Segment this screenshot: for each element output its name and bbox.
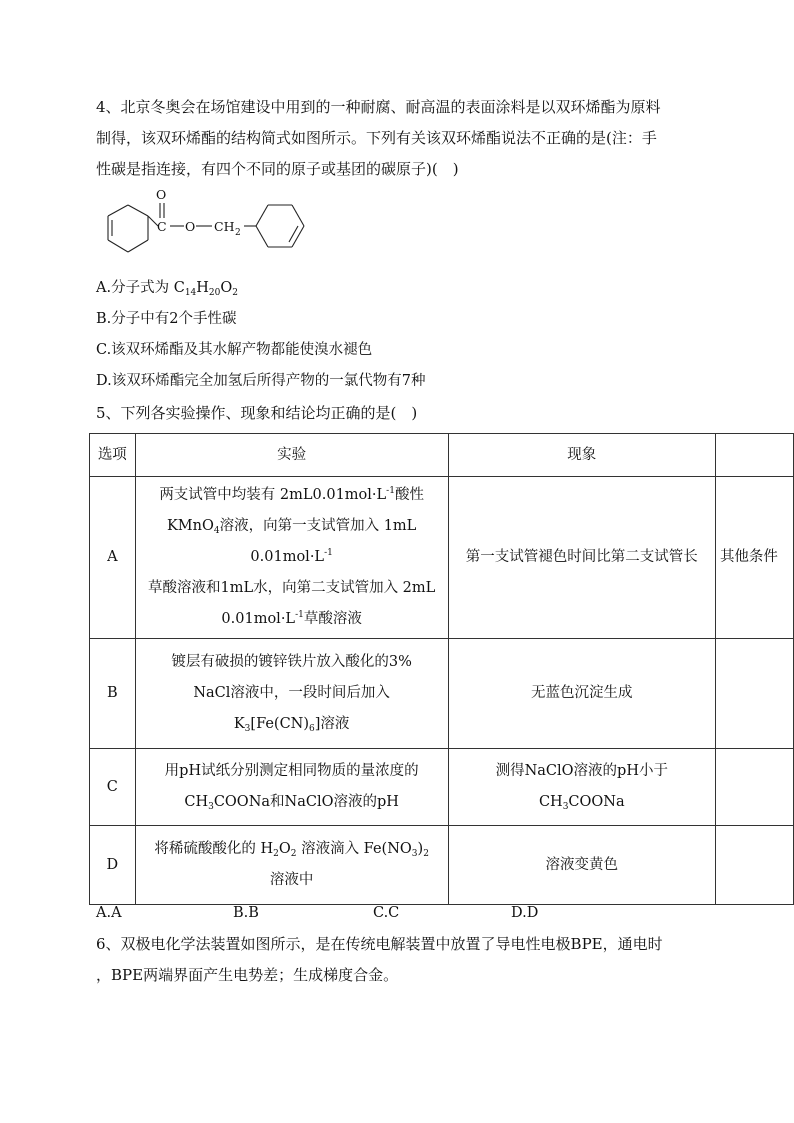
header-option: 选项: [90, 434, 136, 477]
experiment-table: [89, 433, 794, 905]
q4-option-b: B.分子中有2个手性碳: [96, 311, 237, 327]
row-b-phenomenon: 无蓝色沉淀生成: [448, 639, 715, 749]
carbonyl-carbon-label: C: [157, 219, 167, 234]
q4-option-d: D.该双环烯酯完全加氢后所得产物的一氯代物有7种: [96, 373, 426, 389]
q4-stem-line1: 4、北京冬奥会在场馆建设中用到的一种耐腐、耐高温的表面涂料是以双环烯酯为原料: [96, 98, 661, 116]
row-d-phenomenon: 溶液变黄色: [448, 826, 715, 905]
answer-choice-b: B.B: [233, 905, 259, 921]
q5-stem: 5、下列各实验操作、现象和结论均正确的是( ): [96, 404, 418, 422]
option-a-text: A.分子式为: [96, 280, 174, 296]
row-a-experiment: 两支试管中均装有 $2mL0.01mol\cdot L^{-1}$酸性 KMnO$_4$溶液，向第一支试管加入 1mL $0.01mol\cdot L^{-1}$ 草酸溶液和1mL水，向第二支试管加入 2mL $0.01mol\cdot L^{-1}$草酸溶液: [135, 477, 448, 639]
row-b-label: B: [90, 639, 136, 749]
header-conclusion: [715, 434, 793, 477]
answer-choice-d: D.D: [511, 905, 539, 921]
q6-stem-line2: ，BPE两端界面产生电势差；生成梯度合金。: [96, 966, 399, 984]
q4-stem-line3: 性碳是指连接，有四个不同的原子或基团的碳原子)( ): [96, 160, 459, 178]
bicyclic-ester-structure: [96, 186, 316, 268]
table-row-b: [90, 639, 794, 749]
header-phenomenon: 现象: [448, 434, 715, 477]
q4-option-c: C.该双环烯酯及其水解产物都能使溴水褪色: [96, 342, 373, 358]
row-a-conclusion: 其他条件: [715, 477, 793, 639]
row-c-label: C: [90, 749, 136, 826]
row-d-experiment: 将稀硫酸酸化的 $H_2O_2$ 溶液滴入 $Fe(NO_3)_2$ 溶液中: [135, 826, 448, 905]
row-a-phenomenon: 第一支试管褪色时间比第二支试管长: [448, 477, 715, 639]
header-experiment: 实验: [135, 434, 448, 477]
row-c-phenomenon: 测得NaClO溶液的pH小于 $CH_3COONa$: [448, 749, 715, 826]
q4-stem-line2: 制得，该双环烯酯的结构简式如图所示。下列有关该双环烯酯说法不正确的是(注：手: [96, 129, 657, 147]
row-a-label: A: [90, 477, 136, 639]
methylene-subscript: 2: [235, 228, 241, 238]
row-d-label: D: [90, 826, 136, 905]
answer-choice-a: A.A: [96, 905, 122, 921]
row-c-conclusion: [715, 749, 793, 826]
q4-option-a: [96, 278, 238, 298]
table-header-row: [90, 434, 794, 477]
table-row-d: [90, 826, 794, 905]
q6-stem-line1: 6、双极电化学法装置如图所示，是在传统电解装置中放置了导电性电极BPE，通电时: [96, 935, 663, 953]
row-d-conclusion: [715, 826, 793, 905]
row-b-experiment: 镀层有破损的镀锌铁片放入酸化的3% NaCl溶液中，一段时间后加入 $K_3[Fe(CN)_6]$溶液: [135, 639, 448, 749]
methylene-label: CH: [214, 219, 235, 234]
row-c-experiment: 用pH试纸分别测定相同物质的量浓度的 $CH_3COONa$和NaClO溶液的pH: [135, 749, 448, 826]
carbonyl-oxygen-label: O: [156, 187, 167, 202]
row-b-conclusion: [715, 639, 793, 749]
ester-oxygen-label: O: [185, 219, 196, 234]
table-row-a: [90, 477, 794, 639]
answer-choice-c: C.C: [373, 905, 400, 921]
table-row-c: [90, 749, 794, 826]
formula: $C_{14}H_{20}O_2$: [173, 280, 238, 298]
